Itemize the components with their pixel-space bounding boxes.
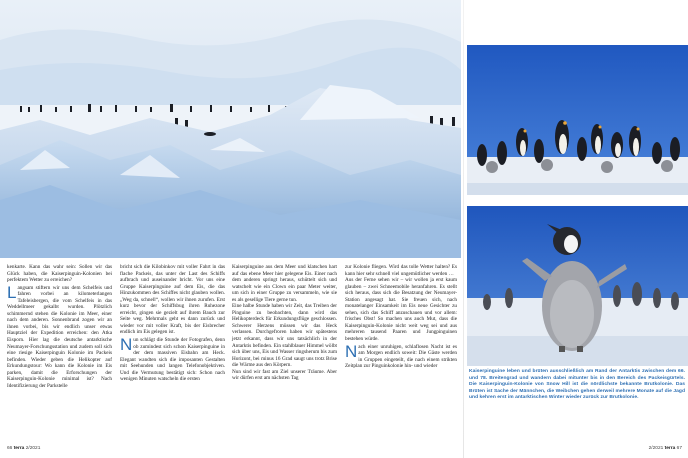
text-column-4: [345, 264, 457, 370]
body-text: Nun sind wir fast am Ziel unserer Träume. Aber wir dürfen erst am nächsten Tag: [232, 368, 337, 382]
drop-cap: L: [7, 282, 17, 302]
brand-name: terra: [664, 446, 676, 451]
body-text: Eine halbe Stunde haben wir Zeit, das Treiben der Pinguine zu beobachten, dann wird das Helikopterdeck für Erkundungsflüge geschlossen. Schwerer Herzens müssen wir das Heck verlassen. Durchgefroren haben wir spätestens jetzt erkannt, dass wir uns tatsächlich in der Antarktis befinden. Ein stahlblauer Himmel wölbt sich über uns, Eis und Wasser ringsherum bis zum Horizont, bei minus 16 Grad saugt uns trotz Brise die Wärme aus den Körpern.: [232, 303, 337, 369]
folio-left: [7, 446, 40, 451]
page-number: 66: [7, 446, 13, 451]
folio-right: [649, 446, 682, 451]
issue-number: 2/2021: [648, 446, 664, 451]
photo-penguin-pack-ice: [0, 0, 461, 258]
body-text: un schlägt die Stunde der Fotografen, denn ob zumindest sich schon Kaiserpinguine in der dem massiven Eisbahn am Heck. Elegant wandten sich die imposanten Gestalten mit Seehunden und langen Telefonobjektiven. Und die Vermutung bestätigt sich: Schon nach wenigen Minuten watscheln die ersten: [120, 337, 225, 383]
text-column-2: [120, 264, 225, 383]
photo-caption: Kaiserpinguine leben und brüten ausschließlich am Rand der Antarktis zwischen dem 66. und 78. Breitengrad und wandern dabei mitunter bis in den Bereich des Packeisgürtels. Die Kaiserpinguin-Kolonie von Snow Hill ist die nördlichste bekannte Brutkolonie. Das Brüten ist Sache der Männchen, die Weibchen gehen derweil mehrere Monate auf die Jagd und kehren erst im antarktischen Winter wieder zurück zur Brutkolonie.: [469, 369, 685, 401]
page-gutter: [463, 0, 464, 458]
body-text: Kaiserpinguine aus dem Meer und klatschen hart auf das ebene Meer hier gelegene Eis. Einer nach dem anderen springt heraus, schüttelt sich und watschelt wie ein Clown ein paar Meter weiter, um sich in einer Gruppe zu versammeln, wie sie es als gesellige Tiere gerne tun.: [232, 264, 337, 303]
issue-number: 2/2021: [25, 446, 41, 451]
brand-name: terra: [13, 446, 25, 451]
photo-penguin-colony: [467, 45, 688, 195]
body-paragraph: [345, 341, 457, 370]
drop-cap: N: [120, 335, 133, 355]
body-text: bricht sich die Kilobinkov mit voller Fahrt in das flache Packeis, das unter der Last des Schiffs aufbrach und auseinander bricht. Vor uns eine Gruppe Kaiserpinguine auf dem Eis, die das Hinzukommen des Schiffes nicht glauben wollen. „Weg da, schnell“, wollen wir ihnen zurufen. Erst kurz bevor der Schiffsbug ihren Ruhezone erreicht, gingen sie gezielt auf ihrem Bauch zur Seite weg. Mehrmals geht es dann zurück und wieder vor mit voller Kraft, bis der Eisbrecher endlich im Eis gelegen ist.: [120, 264, 225, 336]
drop-cap: N: [345, 341, 358, 361]
body-text: angsam stiftern wir uns dem Schelfeis und fahren vorbei an kilometerlangen Tafeleisbergen, die vom Schelfeis in das Weddellmeer gekalbt wurden. Plötzlich schimmernd stehen die Kolonie im Meer, einer nach dem anderen. Sonnenbrand zogen wir an ihnen vorbei, bis wir endlich unser etwas Hauptziel der Expedition erreichen: den Atka Eisporn. Hier lag die deutsche antarktische Neumayer-Forschungsstation und zudem soll sich eine riesige Kaiserpinguin Kolonie im Packeis befinden. Wieder geben die Helikopter auf Erkundungstour: Wo kann die Kolonie im Eis parken, damit die Erforschungen der Kaiserpinguin-Kolonie minimal ist? Nach Identifizierung der Parkstelle: [7, 284, 112, 389]
text-column-3: [232, 264, 337, 382]
body-paragraph: [7, 282, 112, 390]
body-paragraph: [120, 337, 225, 383]
body-text: ach einer unruhigen, schlaflosen Nacht ist es am Morgen endlich soweit: Die Gäste werden in Gruppen eingeteilt, die nach einem strikten Zeitplan zur Pinguinkolonie hin- und wieder: [345, 343, 457, 370]
photo-penguin-chick: [467, 206, 688, 366]
body-text: Aus der Ferne sehen wir – wir wollen ja erst kaum glauben – zwei Schneemobile heranfahren. Es stellt sich heraus, dass sich die Besatzung der Neumayer-Station angesagt hat. Sie freuen sich, nach monatelanger Einsamkeit im Eis neue Gesichter zu sehen, sich das Schiff anzuschauen und vor allem: frisches Obst! So machen uns auch Mut, dass die Kaiserpinguin-Kolonie nicht weit weg sei und aus mehreren tausend Paaren und Jungpinguinen bestehen würde.: [345, 277, 457, 343]
body-text: kenkarte. Kann das wahr sein: Sollen wir das Glück haben, die Kaiserpinguin-Kolonien bei perfektem Wetter zu erreichen?: [7, 264, 112, 284]
page-number: 67: [676, 446, 682, 451]
text-column-1: [7, 264, 112, 389]
body-text: zur Kolonie fliegen. Wird das tolle Wetter halten? Es kann hier sehr schnell viel ungemütlicher werden …: [345, 264, 457, 277]
